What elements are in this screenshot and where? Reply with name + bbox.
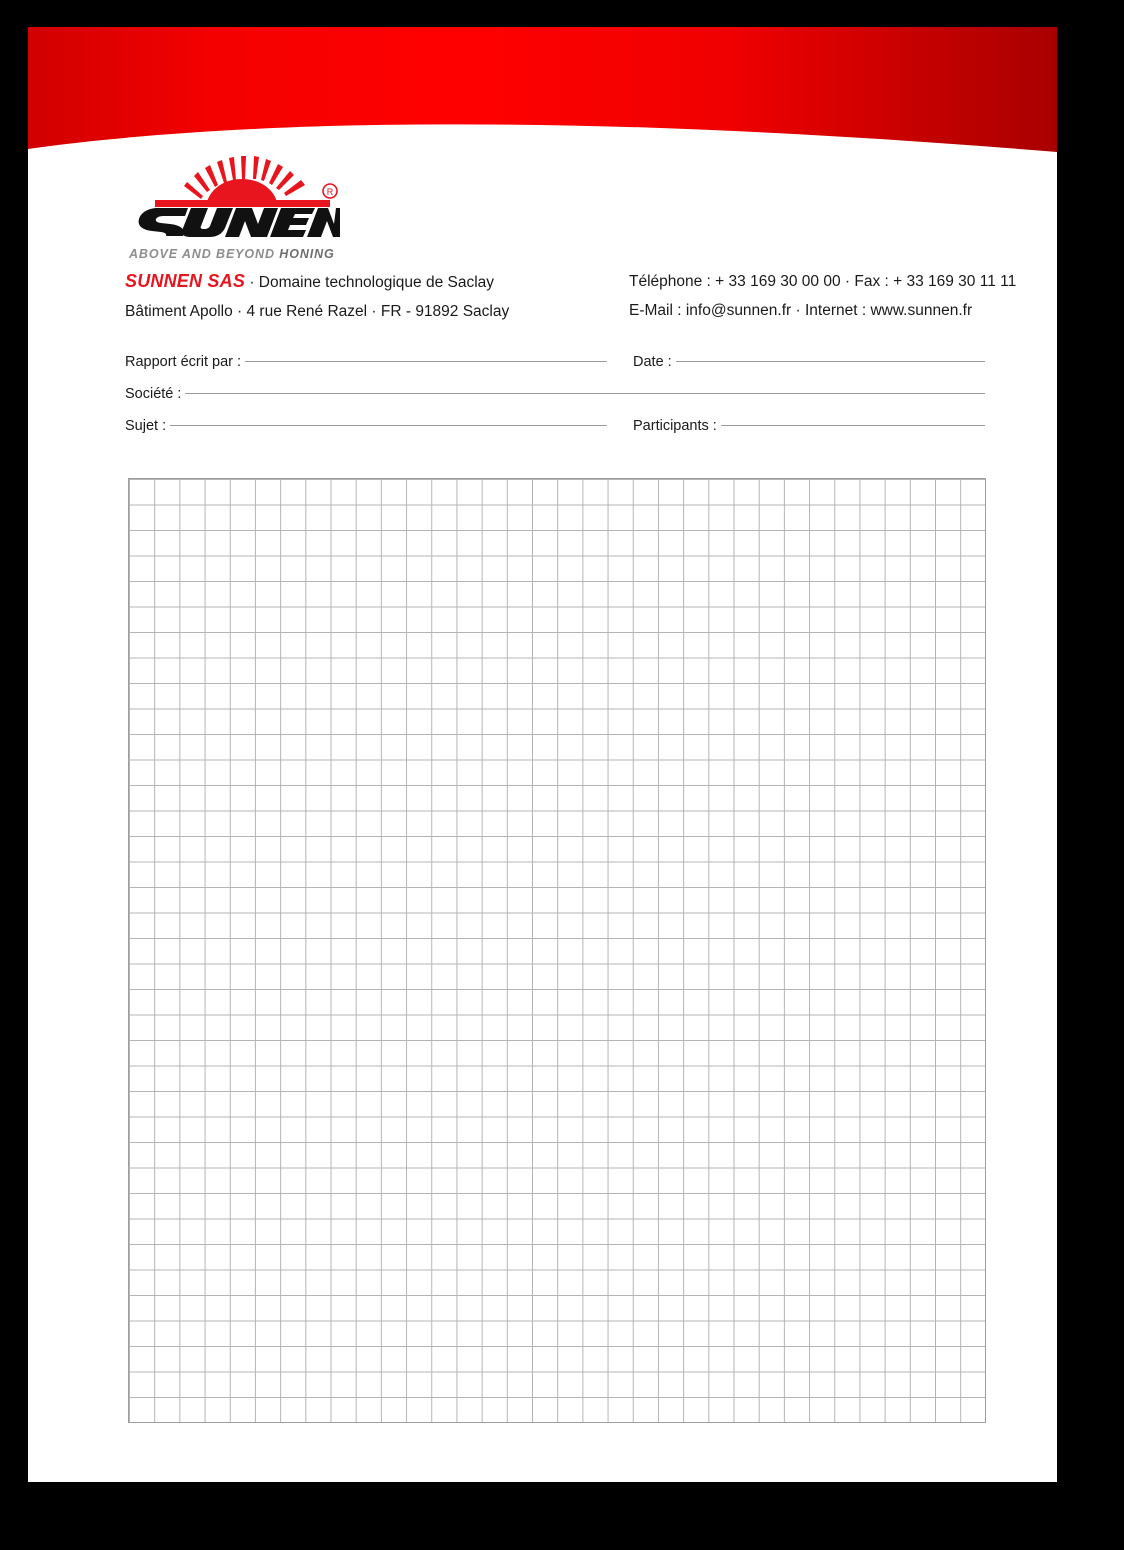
company-phone-fax: Téléphone : + 33 169 30 00 00 · Fax : + 33 169 30 11 11 xyxy=(629,273,1017,290)
grid-right-border xyxy=(985,479,986,1423)
graph-paper-grid[interactable] xyxy=(128,478,986,1423)
document-page xyxy=(28,27,1057,1482)
svg-text:R: R xyxy=(326,187,334,197)
field-label-date: Date : xyxy=(633,354,672,370)
field-label-rapport-ecrit-par: Rapport écrit par : xyxy=(125,354,242,370)
company-email-web: E-Mail : info@sunnen.fr · Internet : www.sunnen.fr xyxy=(629,302,973,319)
header-red-band xyxy=(28,27,1057,163)
company-brand-name: SUNNEN SAS xyxy=(125,271,246,291)
field-label-sujet: Sujet : xyxy=(125,418,167,434)
field-rule-rapport-ecrit-par[interactable] xyxy=(245,361,607,362)
logo-tagline-prefix: ABOVE AND BEYOND xyxy=(129,247,280,261)
company-contact-block xyxy=(629,267,1029,325)
sunnen-logo-mark xyxy=(125,148,340,238)
sunnen-wordmark xyxy=(139,208,340,237)
company-address-street: · Domaine technologique de Saclay xyxy=(245,274,495,291)
registered-trademark-icon xyxy=(323,184,337,198)
logo-tagline-strong: HONING xyxy=(279,247,335,261)
form-fields xyxy=(125,352,985,472)
company-address-line-1 xyxy=(125,267,605,297)
logo-tagline xyxy=(129,247,335,261)
field-label-societe: Société : xyxy=(125,386,182,402)
field-participants[interactable] xyxy=(633,418,985,442)
field-rule-participants[interactable] xyxy=(721,425,985,426)
company-address-line-2: Bâtiment Apollo · 4 rue René Razel · FR - 91892 Saclay xyxy=(125,303,510,320)
field-sujet[interactable] xyxy=(125,418,607,442)
company-address-block xyxy=(125,267,605,326)
sunnen-logo xyxy=(125,148,365,273)
field-date[interactable] xyxy=(633,354,985,378)
field-rule-societe[interactable] xyxy=(185,393,985,394)
field-rapport-ecrit-par[interactable] xyxy=(125,354,607,378)
field-societe[interactable] xyxy=(125,386,985,410)
grid-bottom-border xyxy=(129,1422,986,1423)
field-label-participants: Participants : xyxy=(633,418,717,434)
sunburst-icon xyxy=(155,156,330,207)
field-rule-sujet[interactable] xyxy=(170,425,607,426)
field-rule-date[interactable] xyxy=(676,361,985,362)
